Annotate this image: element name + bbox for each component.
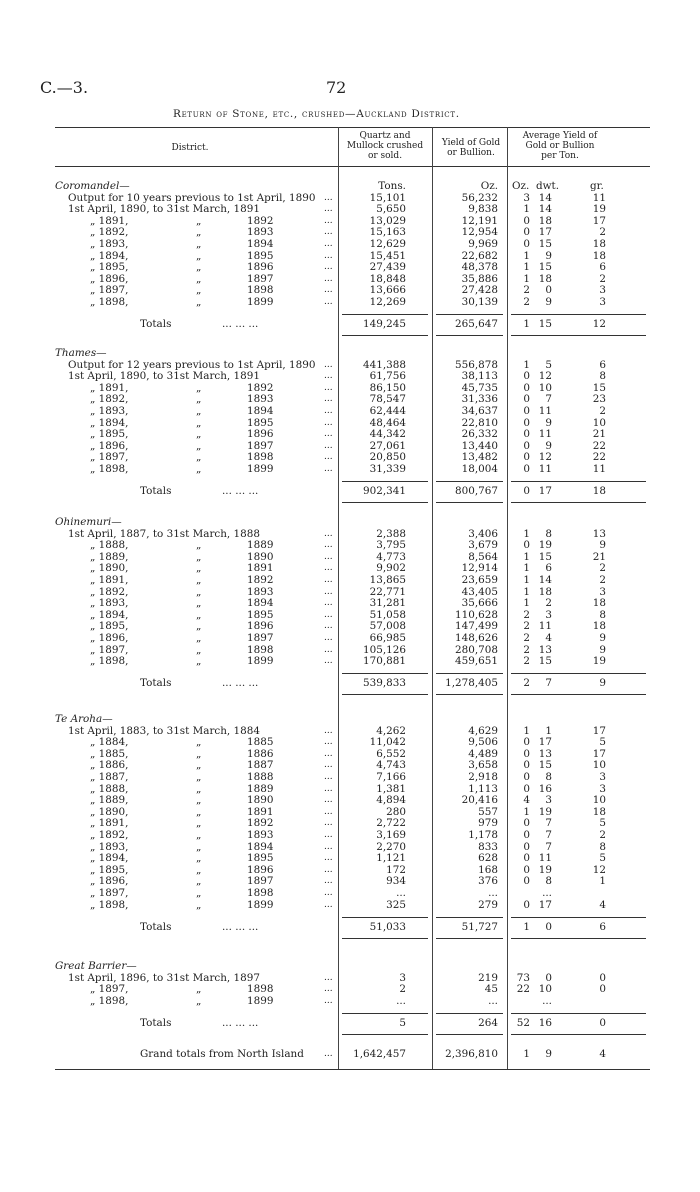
subtotal-top-rule-2 xyxy=(436,481,503,482)
table-row: „ 1894, „ 1895 ... 51,058 110,628 2 3 8 xyxy=(90,608,606,621)
table-row: „ 1896, „ 1897 ... 66,985 148,626 2 4 9 xyxy=(90,632,606,644)
subtotal-bottom-rule-3 xyxy=(511,335,646,336)
table-row: „ 1891, „ 1892 ... 2,722 979 0 7 5 xyxy=(90,817,606,830)
subtotal-top-rule-1 xyxy=(342,673,428,674)
subtotal-top-rule-2 xyxy=(436,917,503,918)
subtotal-top-rule-1 xyxy=(342,481,428,482)
table-row: „ 1897, „ 1898 ... 105,126 280,708 2 13 9 xyxy=(90,643,606,656)
section-heading: Great Barrier— xyxy=(55,960,137,972)
header-bottom-rule xyxy=(55,166,650,167)
district-header: District. xyxy=(171,143,209,153)
table-row: „ 1888, „ 1889 ... 1,381 1,113 0 16 3 xyxy=(90,782,606,795)
section-heading: Ohinemuri— xyxy=(55,516,122,528)
table-row: „ 1898, „ 1899 ... 31,339 18,004 0 11 11 xyxy=(90,463,606,475)
subtotal-bottom-rule-1 xyxy=(342,502,428,503)
subtotal-top-rule-2 xyxy=(436,314,503,315)
table-row: „ 1889, „ 1890 ... 4,773 8,564 1 15 21 xyxy=(90,550,606,563)
table-row: „ 1893, „ 1894 ... 2,270 833 0 7 8 xyxy=(90,840,606,853)
subtotal-top-rule-2 xyxy=(436,1013,503,1014)
table-row: „ 1892, „ 1893 ... 3,169 1,178 0 7 2 xyxy=(90,829,606,841)
totals-row: Totals ... ... ... 539,833 1,278,405 2 7 9 xyxy=(140,677,606,690)
table-row: „ 1895, „ 1896 ... 44,342 26,332 0 11 21 xyxy=(90,428,606,441)
table-row: 1st April, 1883, to 31st March, 1884 ... 4,262 4,629 1 1 17 xyxy=(68,724,606,737)
section-heading: Coromandel— xyxy=(55,180,130,192)
section-heading: Te Aroha— xyxy=(55,713,113,725)
totals-row: Totals ... ... ... 51,033 51,727 1 0 6 xyxy=(140,920,606,933)
table-row: 1st April, 1887, to 31st March, 1888 ... 2,388 3,406 1 8 13 xyxy=(68,527,606,540)
table-row: „ 1892, „ 1893 ... 78,547 31,336 0 7 23 xyxy=(90,393,606,406)
subtotal-bottom-rule-2 xyxy=(436,694,503,695)
section-heading: Thames— xyxy=(55,347,107,359)
table-row: 1st April, 1896, to 31st March, 1897 ... 3 219 73 0 0 xyxy=(68,971,606,984)
quartz-header: Quartz and Mullock crushed or sold. xyxy=(346,131,424,161)
table-row: „ 1891, „ 1892 ... 13,029 12,191 0 18 17 xyxy=(90,214,606,227)
table-row: „ 1886, „ 1887 ... 4,743 3,658 0 15 10 xyxy=(90,759,606,772)
subtotal-bottom-rule-1 xyxy=(342,694,428,695)
subtotal-top-rule-1 xyxy=(342,314,428,315)
subtotal-top-rule-3 xyxy=(511,314,646,315)
table-row: „ 1897, „ 1898 ... 20,850 13,482 0 12 22 xyxy=(90,451,606,464)
table-row: „ 1892, „ 1893 ... 15,163 12,954 0 17 2 xyxy=(90,226,606,239)
table-row: „ 1896, „ 1897 ... 934 376 0 8 1 xyxy=(90,875,606,888)
page-ref: C.—3. xyxy=(40,78,89,97)
subtotal-bottom-rule-3 xyxy=(511,1034,646,1035)
table-row: „ 1896, „ 1897 ... 27,061 13,440 0 9 22 xyxy=(90,439,606,452)
subtotal-bottom-rule-3 xyxy=(511,502,646,503)
subtotal-top-rule-3 xyxy=(511,481,646,482)
subtotal-bottom-rule-1 xyxy=(342,1034,428,1035)
yield-header: Yield of Gold or Bullion. xyxy=(441,138,501,158)
totals-row: Totals ... ... ... 5 264 52 16 0 xyxy=(140,1016,606,1029)
subtotal-bottom-rule-1 xyxy=(342,938,428,939)
table-row: „ 1893, „ 1894 ... 31,281 35,666 1 2 18 xyxy=(90,597,606,610)
table-row: „ 1885, „ 1886 ... 6,552 4,489 0 13 17 xyxy=(90,747,606,760)
table-row: „ 1896, „ 1897 ... 18,848 35,886 1 18 2 xyxy=(90,272,606,285)
table-row: „ 1895, „ 1896 ... 172 168 0 19 12 xyxy=(90,863,606,876)
table-row: „ 1893, „ 1894 ... 12,629 9,969 0 15 18 xyxy=(90,238,606,250)
subtotal-top-rule-3 xyxy=(511,917,646,918)
table-row: „ 1898, „ 1899 ... ... ... ... xyxy=(90,994,552,1007)
table-row: „ 1898, „ 1899 ... 170,881 459,651 2 15 19 xyxy=(90,655,606,668)
average-header: Average Yield of Gold or Bullion per Ton. xyxy=(522,131,598,161)
table-row: „ 1891, „ 1892 ... 13,865 23,659 1 14 2 xyxy=(90,574,606,586)
subtotal-bottom-rule-2 xyxy=(436,938,503,939)
table-row: „ 1890, „ 1891 ... 280 557 1 19 18 xyxy=(90,805,606,818)
table-top-rule xyxy=(55,127,650,128)
table-row: „ 1893, „ 1894 ... 62,444 34,637 0 11 2 xyxy=(90,405,606,417)
table-row: „ 1895, „ 1896 ... 57,008 147,499 2 11 18 xyxy=(90,620,606,633)
table-row: „ 1894, „ 1895 ... 48,464 22,810 0 9 10 xyxy=(90,416,606,429)
table-row: 1st April, 1890, to 31st March, 1891 ... 61,756 38,113 0 12 8 xyxy=(68,370,606,383)
table-row: „ 1895, „ 1896 ... 27,439 48,378 1 15 6 xyxy=(90,261,606,274)
subtotal-bottom-rule-1 xyxy=(342,335,428,336)
subtotal-bottom-rule-2 xyxy=(436,502,503,503)
table-row: „ 1897, „ 1898 ... ... ... ... xyxy=(90,887,552,899)
subtotal-bottom-rule-2 xyxy=(436,1034,503,1035)
subtotal-bottom-rule-2 xyxy=(436,335,503,336)
subtotal-top-rule-3 xyxy=(511,673,646,674)
subtotal-bottom-rule-3 xyxy=(511,694,646,695)
units-row: Tons. Oz. Oz. dwt. gr. xyxy=(378,180,604,192)
table-title: Return of Stone, etc., crushed—Auckland District. xyxy=(173,108,460,120)
subtotal-top-rule-3 xyxy=(511,1013,646,1014)
table-bottom-rule xyxy=(55,1069,650,1070)
grand-total-row: Grand totals from North Island ... 1,642,457 2,396,810 1 9 4 xyxy=(140,1048,606,1060)
subtotal-top-rule-1 xyxy=(342,1013,428,1014)
subtotal-bottom-rule-3 xyxy=(511,938,646,939)
table-row: „ 1897, „ 1898 ... 13,666 27,428 2 0 3 xyxy=(90,284,606,297)
subtotal-top-rule-2 xyxy=(436,673,503,674)
table-row: „ 1891, „ 1892 ... 86,150 45,735 0 10 15 xyxy=(90,381,606,394)
table-row: „ 1887, „ 1888 ... 7,166 2,918 0 8 3 xyxy=(90,771,606,783)
table-row: „ 1898, „ 1899 ... 12,269 30,139 2 9 3 xyxy=(90,296,606,308)
page-number: 72 xyxy=(326,78,347,97)
table-row: 1st April, 1890, to 31st March, 1891 ... 5,650 9,838 1 14 19 xyxy=(68,203,606,216)
table-row: „ 1894, „ 1895 ... 15,451 22,682 1 9 18 xyxy=(90,249,606,262)
totals-row: Totals ... ... ... 902,341 800,767 0 17 18 xyxy=(140,485,606,497)
table-row: Output for 12 years previous to 1st April, 1890 ... 441,388 556,878 1 5 6 xyxy=(68,358,606,371)
table-row: „ 1888, „ 1889 ... 3,795 3,679 0 19 9 xyxy=(90,539,606,552)
table-row: „ 1892, „ 1893 ... 22,771 43,405 1 18 3 xyxy=(90,585,606,598)
table-row: „ 1894, „ 1895 ... 1,121 628 0 11 5 xyxy=(90,852,606,865)
table-row: „ 1890, „ 1891 ... 9,902 12,914 1 6 2 xyxy=(90,562,606,575)
table-row: „ 1898, „ 1899 ... 325 279 0 17 4 xyxy=(90,898,606,911)
table-row: „ 1884, „ 1885 ... 11,042 9,506 0 17 5 xyxy=(90,736,606,749)
table-row: „ 1897, „ 1898 ... 2 45 22 10 0 xyxy=(90,983,606,996)
table-row: „ 1889, „ 1890 ... 4,894 20,416 4 3 10 xyxy=(90,794,606,807)
subtotal-top-rule-1 xyxy=(342,917,428,918)
table-row: Output for 10 years previous to 1st April, 1890 ... 15,101 56,232 3 14 11 xyxy=(68,191,606,204)
totals-row: Totals ... ... ... 149,245 265,647 1 15 12 xyxy=(140,318,606,330)
